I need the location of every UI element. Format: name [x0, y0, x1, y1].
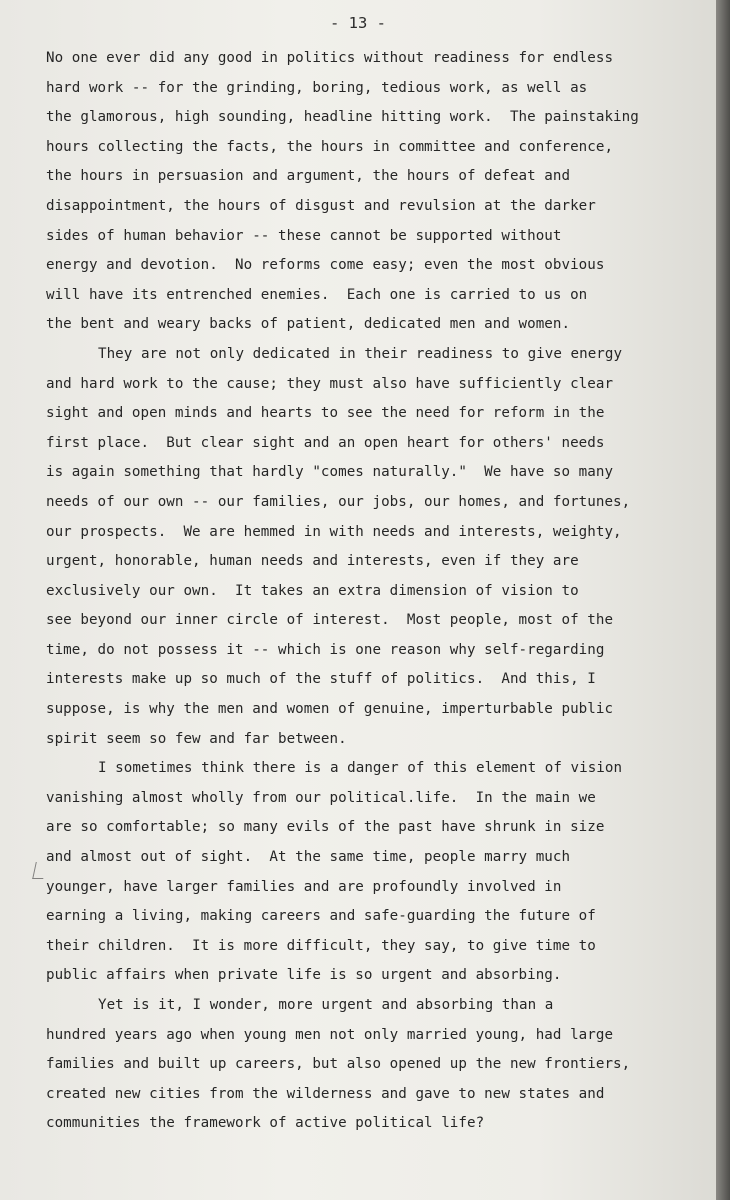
text-line: interests make up so much of the stuff of politics. And this, I [46, 671, 596, 688]
page-number: - 13 - [330, 14, 386, 32]
text-line: families and built up careers, but also opened up the new frontiers, [46, 1056, 631, 1073]
text-line: hours collecting the facts, the hours in committee and conference, [46, 138, 614, 155]
text-line: the hours in persuasion and argument, the hours of defeat and [46, 168, 571, 185]
text-line: public affairs when private life is so urgent and absorbing. [46, 967, 562, 984]
text-line: time, do not possess it -- which is one reason why self-regarding [46, 641, 605, 658]
paragraph-1 [46, 44, 696, 340]
text-line: I sometimes think there is a danger of this element of vision [98, 760, 623, 777]
pencil-margin-mark [32, 862, 47, 879]
paragraph-3 [46, 754, 696, 991]
text-line: the bent and weary backs of patient, dedicated men and women. [46, 316, 571, 333]
text-line: younger, have larger families and are profoundly involved in [46, 878, 562, 895]
text-line: will have its entrenched enemies. Each one is carried to us on [46, 286, 588, 303]
page-edge-shadow [716, 0, 730, 1200]
text-line: spirit seem so few and far between. [46, 730, 347, 747]
text-line: see beyond our inner circle of interest. Most people, most of the [46, 612, 614, 629]
text-line: suppose, is why the men and women of genuine, imperturbable public [46, 701, 614, 718]
text-line: hundred years ago when young men not only married young, had large [46, 1026, 614, 1043]
text-line: They are not only dedicated in their readiness to give energy [98, 345, 623, 362]
text-line: communities the framework of active political life? [46, 1115, 485, 1132]
text-line: earning a living, making careers and safe-guarding the future of [46, 908, 596, 925]
text-line: our prospects. We are hemmed in with needs and interests, weighty, [46, 523, 622, 540]
text-line: vanishing almost wholly from our political.life. In the main we [46, 789, 596, 806]
text-line: are so comfortable; so many evils of the past have shrunk in size [46, 819, 605, 836]
paragraph-2 [46, 340, 696, 754]
paragraph-4 [46, 991, 696, 1139]
text-line: and almost out of sight. At the same time, people marry much [46, 849, 571, 866]
text-line: urgent, honorable, human needs and interests, even if they are [46, 553, 579, 570]
text-line: No one ever did any good in politics without readiness for endless [46, 50, 614, 66]
text-line: Yet is it, I wonder, more urgent and absorbing than a [98, 997, 554, 1013]
text-line: created new cities from the wilderness and gave to new states and [46, 1085, 605, 1102]
text-line: disappointment, the hours of disgust and revulsion at the darker [46, 197, 596, 214]
text-line: needs of our own -- our families, our jobs, our homes, and fortunes, [46, 493, 631, 510]
text-line: their children. It is more difficult, they say, to give time to [46, 937, 596, 954]
text-line: energy and devotion. No reforms come easy; even the most obvious [46, 257, 605, 274]
text-line: exclusively our own. It takes an extra dimension of vision to [46, 582, 579, 599]
text-line: and hard work to the cause; they must also have sufficiently clear [46, 375, 614, 392]
text-line: hard work -- for the grinding, boring, tedious work, as well as [46, 79, 588, 96]
text-line: is again something that hardly "comes naturally." We have so many [46, 464, 614, 481]
text-line: sides of human behavior -- these cannot be supported without [46, 227, 562, 244]
text-line: first place. But clear sight and an open heart for others' needs [46, 434, 605, 451]
text-line: the glamorous, high sounding, headline hitting work. The painstaking [46, 109, 639, 126]
body-text [46, 44, 696, 1139]
text-line: sight and open minds and hearts to see the need for reform in the [46, 405, 605, 422]
